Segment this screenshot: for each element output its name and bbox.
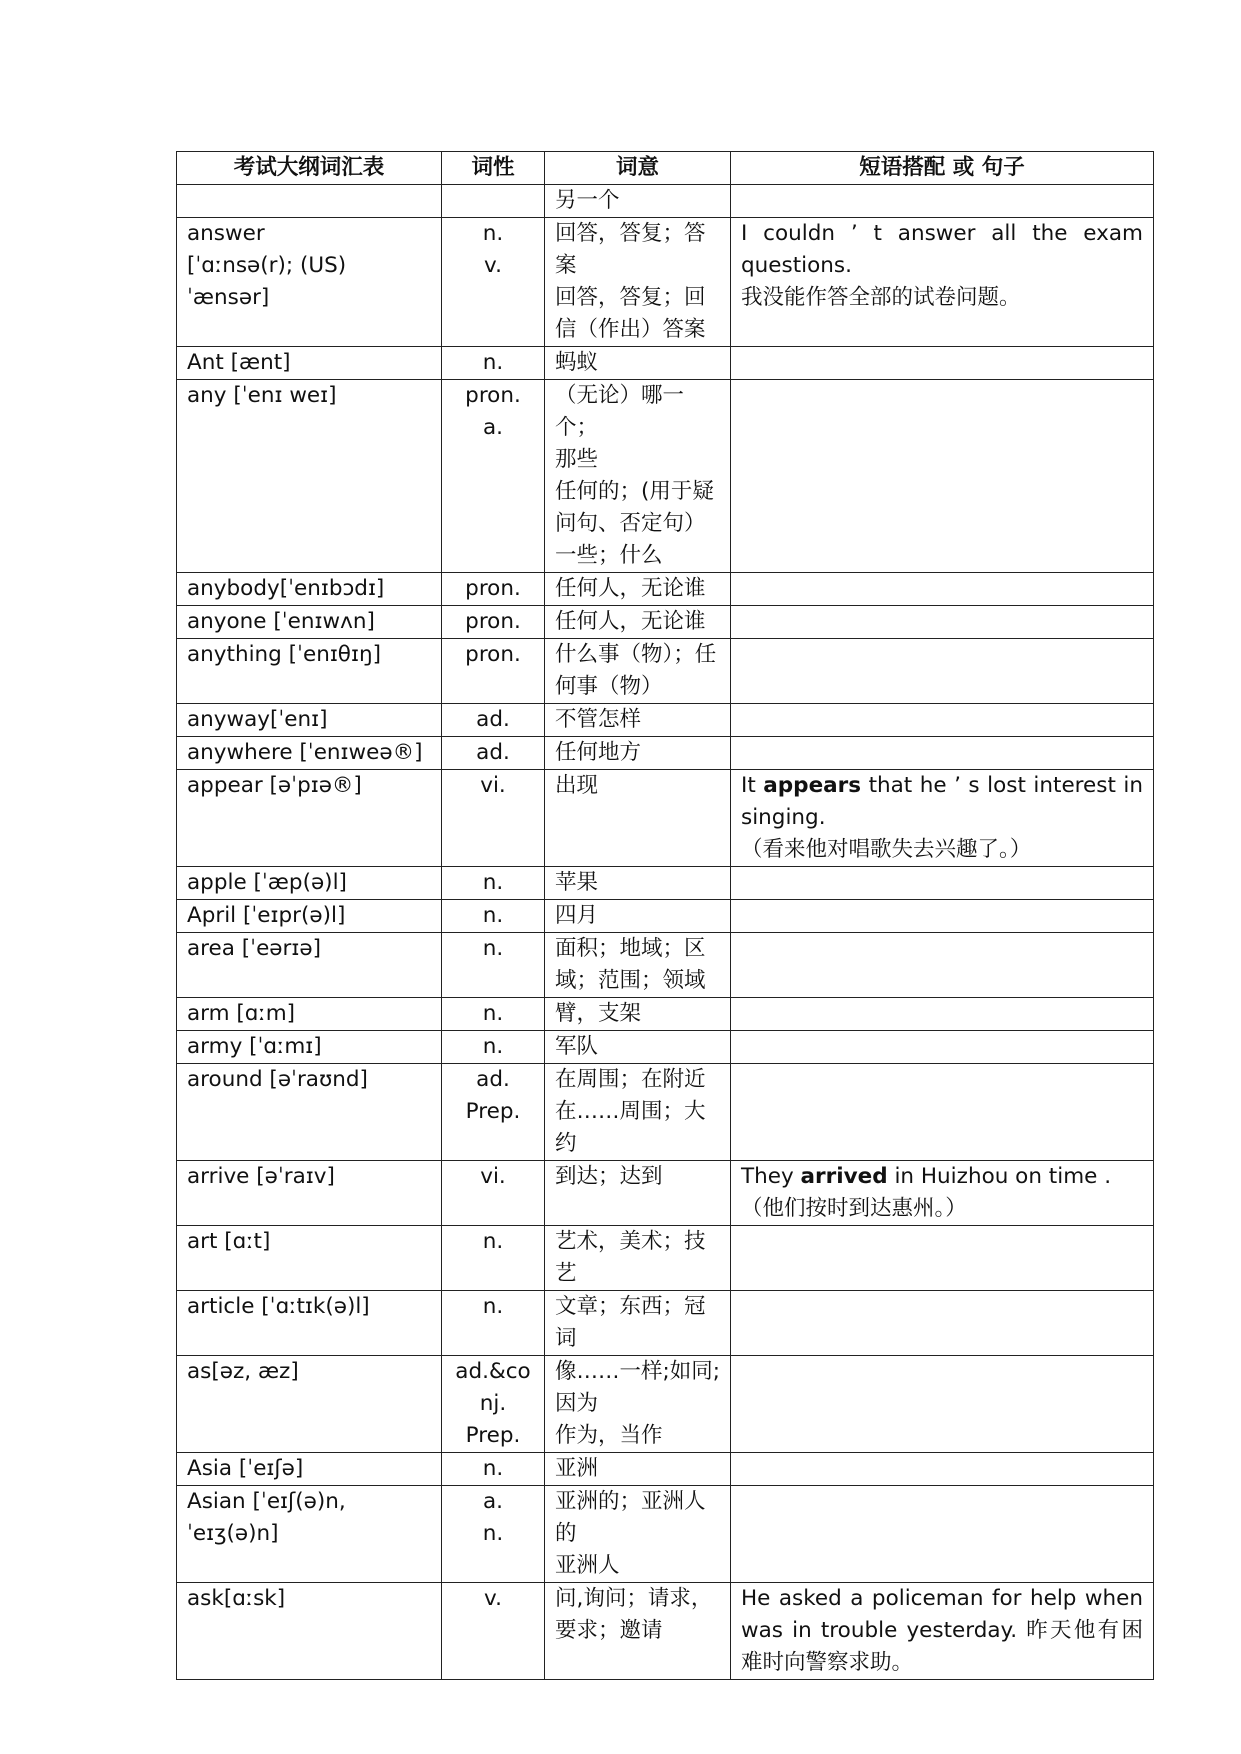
table-row	[177, 1583, 1154, 1680]
example-cell	[731, 1064, 1154, 1161]
meaning-cell-line: 信（作出）答案	[555, 317, 706, 342]
table-row	[177, 347, 1154, 380]
meaning-cell	[545, 933, 731, 998]
example-cell	[731, 1453, 1154, 1486]
meaning-cell	[545, 606, 731, 639]
part-of-speech-cell-line: pron.	[465, 609, 521, 634]
part-of-speech-cell	[442, 1486, 545, 1583]
meaning-cell	[545, 185, 731, 218]
part-of-speech-cell	[442, 998, 545, 1031]
part-of-speech-cell-line: n.	[482, 1034, 504, 1059]
meaning-cell-line: 何事（物）	[555, 674, 663, 699]
word-cell	[177, 185, 442, 218]
part-of-speech-cell-line: Prep.	[465, 1099, 521, 1124]
word-cell-line: anyone [ˈenɪwʌn]	[187, 609, 375, 634]
meaning-cell-line: 回答，答复；回	[555, 285, 706, 310]
example-cell	[731, 1291, 1154, 1356]
meaning-cell-line: 艺	[555, 1261, 577, 1286]
meaning-cell-line: 到达；达到	[555, 1164, 663, 1189]
part-of-speech-cell	[442, 900, 545, 933]
part-of-speech-cell-line: n.	[482, 936, 504, 961]
part-of-speech-cell	[442, 218, 545, 347]
example-cell	[731, 737, 1154, 770]
example-keyword: appears	[763, 773, 862, 798]
word-cell-line: any [ˈenɪ weɪ]	[187, 383, 337, 408]
example-cell	[731, 998, 1154, 1031]
part-of-speech-cell	[442, 185, 545, 218]
meaning-cell-line: 出现	[555, 773, 599, 798]
meaning-cell-line: 问句、否定句）	[555, 511, 706, 536]
example-cell	[731, 185, 1154, 218]
part-of-speech-cell	[442, 933, 545, 998]
table-row	[177, 380, 1154, 573]
table-row	[177, 770, 1154, 867]
part-of-speech-cell-line: ad.	[476, 740, 510, 765]
table-row	[177, 1453, 1154, 1486]
part-of-speech-cell-line: vi.	[480, 773, 506, 798]
meaning-cell-line: 域；范围；领域	[555, 968, 706, 993]
part-of-speech-cell-line: v.	[484, 253, 502, 278]
part-of-speech-cell-line: n.	[482, 870, 504, 895]
meaning-cell	[545, 380, 731, 573]
meaning-cell	[545, 737, 731, 770]
part-of-speech-cell-line: Prep.	[465, 1423, 521, 1448]
meaning-cell-line: 亚洲人	[555, 1553, 620, 1578]
part-of-speech-cell-line: n.	[482, 1294, 504, 1319]
meaning-cell-line: 一些；什么	[555, 543, 663, 568]
meaning-cell-line: 臂，支架	[555, 1001, 642, 1026]
word-cell	[177, 1356, 442, 1453]
example-line: （看来他对唱歌失去兴趣了。）	[741, 837, 1032, 862]
meaning-cell-line: 任何地方	[555, 740, 642, 765]
example-sentence	[741, 770, 1143, 834]
header-word: 考试大纲词汇表	[177, 152, 442, 185]
meaning-cell	[545, 1486, 731, 1583]
meaning-cell	[545, 998, 731, 1031]
meaning-cell	[545, 1031, 731, 1064]
meaning-cell-line: 不管怎样	[555, 707, 642, 732]
meaning-cell-line: 在周围；在附近	[555, 1067, 706, 1092]
word-cell-line: art [ɑːt]	[187, 1229, 271, 1254]
word-cell-line: [ˈɑːnsə(r); (US) ˈænsər]	[187, 253, 347, 310]
header-meaning: 词意	[545, 152, 731, 185]
meaning-cell-line: 像……一样;如同;	[555, 1359, 720, 1384]
part-of-speech-cell	[442, 606, 545, 639]
word-cell-line: Asia [ˈeɪʃə]	[187, 1456, 304, 1481]
example-cell	[731, 1226, 1154, 1291]
word-cell	[177, 933, 442, 998]
part-of-speech-cell-line: n.	[482, 1521, 504, 1546]
meaning-cell	[545, 770, 731, 867]
table-row	[177, 606, 1154, 639]
word-cell	[177, 380, 442, 573]
meaning-cell-line: 那些	[555, 447, 599, 472]
meaning-cell	[545, 1291, 731, 1356]
word-cell-line: arm [ɑːm]	[187, 1001, 296, 1026]
word-cell-line: arrive [əˈraɪv]	[187, 1164, 335, 1189]
part-of-speech-cell-line: pron.	[465, 383, 521, 408]
header-phrase-or-sentence: 短语搭配 或 句子	[731, 152, 1154, 185]
part-of-speech-cell-line: ad.&co	[455, 1359, 531, 1384]
example-cell	[731, 1031, 1154, 1064]
header-part-of-speech: 词性	[442, 152, 545, 185]
word-cell	[177, 1453, 442, 1486]
example-cell	[731, 606, 1154, 639]
meaning-cell-line: 问,询问；请求，	[555, 1586, 713, 1611]
meaning-cell	[545, 1161, 731, 1226]
word-cell-line: anyway[ˈenɪ]	[187, 707, 328, 732]
meaning-cell-line: 要求；邀请	[555, 1618, 663, 1643]
example-cell	[731, 704, 1154, 737]
meaning-cell-line: 词	[555, 1326, 577, 1351]
meaning-cell	[545, 1453, 731, 1486]
part-of-speech-cell	[442, 704, 545, 737]
example-cell	[731, 1486, 1154, 1583]
table-row	[177, 704, 1154, 737]
word-cell-line: apple [ˈæp(ə)l]	[187, 870, 347, 895]
meaning-cell	[545, 1064, 731, 1161]
word-cell	[177, 606, 442, 639]
example-cell	[731, 1356, 1154, 1453]
meaning-cell-line: 蚂蚁	[555, 350, 599, 375]
meaning-cell-line: 文章；东西；冠	[555, 1294, 706, 1319]
example-line: I couldn ’ t answer all the exam questions.	[741, 221, 1143, 278]
table-row	[177, 1356, 1154, 1453]
word-cell-line: anything [ˈenɪθɪŋ]	[187, 642, 381, 667]
word-cell	[177, 1291, 442, 1356]
part-of-speech-cell	[442, 867, 545, 900]
word-cell	[177, 1583, 442, 1680]
vocabulary-table	[176, 151, 1154, 1680]
word-cell	[177, 347, 442, 380]
part-of-speech-cell-line: n.	[482, 903, 504, 928]
part-of-speech-cell	[442, 380, 545, 573]
part-of-speech-cell-line: nj.	[479, 1391, 507, 1416]
word-cell-line: anywhere [ˈenɪweə®]	[187, 740, 423, 765]
part-of-speech-cell	[442, 1031, 545, 1064]
meaning-cell-line: 任何人，无论谁	[555, 609, 706, 634]
word-cell	[177, 1226, 442, 1291]
part-of-speech-cell	[442, 1064, 545, 1161]
word-cell	[177, 1064, 442, 1161]
part-of-speech-cell-line: n.	[482, 1001, 504, 1026]
meaning-cell-line: 苹果	[555, 870, 599, 895]
word-cell	[177, 218, 442, 347]
word-cell-line: appear [əˈpɪə®]	[187, 773, 362, 798]
meaning-cell	[545, 1356, 731, 1453]
example-cell	[731, 867, 1154, 900]
part-of-speech-cell	[442, 573, 545, 606]
meaning-cell-line: （无论）哪一个；	[555, 383, 685, 440]
example-line: （他们按时到达惠州。）	[741, 1196, 967, 1221]
meaning-cell	[545, 900, 731, 933]
table-row	[177, 573, 1154, 606]
meaning-cell	[545, 347, 731, 380]
word-cell	[177, 737, 442, 770]
word-cell-line: as[əz, æz]	[187, 1359, 299, 1384]
part-of-speech-cell	[442, 1453, 545, 1486]
vocabulary-table-body	[177, 185, 1154, 1680]
part-of-speech-cell-line: n.	[482, 221, 504, 246]
example-text: They	[741, 1164, 801, 1189]
part-of-speech-cell-line: a.	[482, 415, 503, 440]
example-cell	[731, 573, 1154, 606]
example-line: He asked a policeman for help when was in trouble yesterday. 昨天他有困难时向警察求助。	[741, 1586, 1143, 1675]
table-row	[177, 218, 1154, 347]
part-of-speech-cell-line: n.	[482, 350, 504, 375]
word-cell	[177, 770, 442, 867]
meaning-cell-line: 面积；地域；区	[555, 936, 706, 961]
meaning-cell	[545, 867, 731, 900]
word-cell-line: answer	[187, 221, 265, 246]
word-cell-line: ask[ɑːsk]	[187, 1586, 286, 1611]
example-cell	[731, 639, 1154, 704]
example-line: 我没能作答全部的试卷问题。	[741, 285, 1021, 310]
table-row	[177, 1031, 1154, 1064]
part-of-speech-cell-line: n.	[482, 1229, 504, 1254]
part-of-speech-cell-line: pron.	[465, 642, 521, 667]
table-row	[177, 639, 1154, 704]
part-of-speech-cell	[442, 737, 545, 770]
part-of-speech-cell	[442, 1161, 545, 1226]
word-cell	[177, 1031, 442, 1064]
part-of-speech-cell-line: pron.	[465, 576, 521, 601]
part-of-speech-cell-line: v.	[484, 1586, 502, 1611]
part-of-speech-cell-line: vi.	[480, 1164, 506, 1189]
table-header-row	[177, 152, 1154, 185]
word-cell-line: April [ˈeɪpr(ə)l]	[187, 903, 346, 928]
meaning-cell-line: 回答，答复；答	[555, 221, 706, 246]
part-of-speech-cell	[442, 1291, 545, 1356]
example-cell	[731, 1161, 1154, 1226]
table-row	[177, 867, 1154, 900]
word-cell	[177, 639, 442, 704]
meaning-cell	[545, 573, 731, 606]
example-text: that he ’ s lost interest in singing.	[741, 773, 1143, 830]
meaning-cell-line: 案	[555, 253, 577, 278]
table-row	[177, 737, 1154, 770]
example-cell	[731, 900, 1154, 933]
part-of-speech-cell	[442, 770, 545, 867]
table-row	[177, 900, 1154, 933]
part-of-speech-cell	[442, 1226, 545, 1291]
word-cell-line: around [əˈraʊnd]	[187, 1067, 368, 1092]
meaning-cell-line: 因为	[555, 1391, 599, 1416]
meaning-cell-line: 四月	[555, 903, 599, 928]
example-text: in Huizhou on time .	[887, 1164, 1112, 1189]
word-cell-line: army [ˈɑːmɪ]	[187, 1034, 322, 1059]
table-row	[177, 1064, 1154, 1161]
part-of-speech-cell	[442, 1583, 545, 1680]
part-of-speech-cell-line: n.	[482, 1456, 504, 1481]
part-of-speech-cell-line: ad.	[476, 707, 510, 732]
example-cell	[731, 218, 1154, 347]
meaning-cell-line: 另一个	[555, 188, 620, 213]
word-cell-line: Ant [ænt]	[187, 350, 291, 375]
example-cell	[731, 347, 1154, 380]
table-row	[177, 1291, 1154, 1356]
meaning-cell-line: 艺术，美术；技	[555, 1229, 706, 1254]
word-cell	[177, 998, 442, 1031]
part-of-speech-cell-line: a.	[482, 1489, 503, 1514]
meaning-cell-line: 任何人，无论谁	[555, 576, 706, 601]
example-text: It	[741, 773, 764, 798]
meaning-cell-line: 在……周围；大约	[555, 1099, 706, 1156]
example-cell	[731, 380, 1154, 573]
meaning-cell	[545, 704, 731, 737]
example-sentence	[741, 1161, 1143, 1193]
word-cell-line: article [ˈɑːtɪk(ə)l]	[187, 1294, 370, 1319]
example-cell	[731, 933, 1154, 998]
word-cell-line: area [ˈeərɪə]	[187, 936, 321, 961]
word-cell	[177, 573, 442, 606]
example-cell	[731, 770, 1154, 867]
meaning-cell-line: 什么事（物）；任	[555, 642, 717, 667]
word-cell-line: Asian [ˈeɪʃ(ə)n, ˈeɪʒ(ə)n]	[187, 1489, 346, 1546]
meaning-cell	[545, 1583, 731, 1680]
word-cell	[177, 1486, 442, 1583]
meaning-cell-line: 军队	[555, 1034, 599, 1059]
word-cell	[177, 900, 442, 933]
table-row	[177, 1226, 1154, 1291]
example-keyword: arrived	[800, 1164, 888, 1189]
table-row	[177, 1486, 1154, 1583]
table-row	[177, 1161, 1154, 1226]
table-row	[177, 998, 1154, 1031]
part-of-speech-cell	[442, 1356, 545, 1453]
word-cell	[177, 704, 442, 737]
meaning-cell	[545, 218, 731, 347]
table-row	[177, 185, 1154, 218]
part-of-speech-cell	[442, 347, 545, 380]
word-cell	[177, 867, 442, 900]
word-cell-line: anybody[ˈenɪbɔdɪ]	[187, 576, 385, 601]
example-cell	[731, 1583, 1154, 1680]
part-of-speech-cell-line: ad.	[476, 1067, 510, 1092]
meaning-cell	[545, 1226, 731, 1291]
meaning-cell-line: 作为，当作	[555, 1423, 663, 1448]
meaning-cell-line: 亚洲的；亚洲人	[555, 1489, 706, 1514]
meaning-cell	[545, 639, 731, 704]
meaning-cell-line: 的	[555, 1521, 577, 1546]
meaning-cell-line: 任何的；(用于疑	[555, 479, 714, 504]
part-of-speech-cell	[442, 639, 545, 704]
meaning-cell-line: 亚洲	[555, 1456, 599, 1481]
table-row	[177, 933, 1154, 998]
word-cell	[177, 1161, 442, 1226]
